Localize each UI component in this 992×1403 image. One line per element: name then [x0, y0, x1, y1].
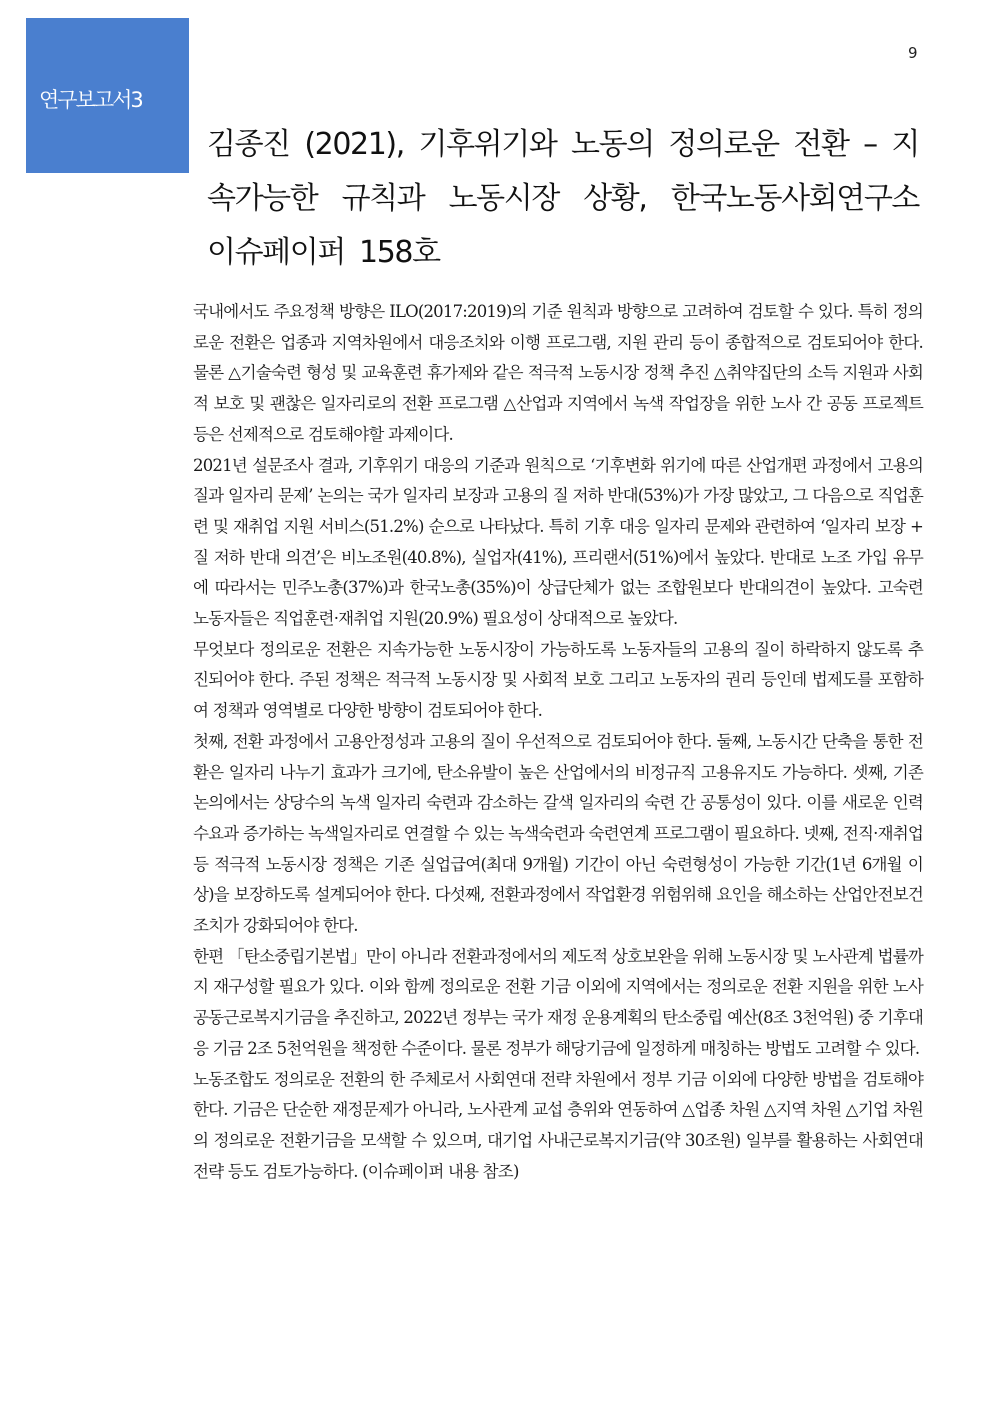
report-title: 김종진 (2021), 기후위기와 노동의 정의로운 전환 – 지속가능한 규칙과 노동시장 상황, 한국노동사회연구소 이슈페이퍼 158호 — [207, 127, 919, 270]
body-text — [193, 297, 923, 1187]
page-number: 9 — [908, 44, 918, 62]
section-tab-label: 연구보고서3 — [39, 88, 142, 112]
body-paragraph: 무엇보다 정의로운 전환은 지속가능한 노동시장이 가능하도록 노동자들의 고용의 질이 하락하지 않도록 추진되어야 한다. 주된 정책은 적극적 노동시장 및 사회적 보호 그리고 노동자의 권리 등인데 법제도를 포함하여 정책과 영역별로 다양한 방향이 검토되어야 한다. — [193, 639, 923, 721]
body-paragraph: 2021년 설문조사 결과, 기후위기 대응의 기준과 원칙으로 ‘기후변화 위기에 따른 산업개편 과정에서 고용의 질과 일자리 문제’ 논의는 국가 일자리 보장과 고용의 질 저하 반대(53%)가 가장 많았고, 그 다음으로 직업훈련 및 재취업 지원 서비스(51.2%) 순으로 나타났다. 특히 기후 대응 일자리 문제와 관련하여 ‘일자리 보장 + 질 저하 반대 의견’은 비노조원(40.8%), 실업자(41%), 프리랜서(51%)에서 높았다. 반대로 노조 가입 유무에 따라서는 민주노총(37%)과 한국노총(35%)이 상급단체가 없는 조합원보다 반대의견이 높았다. 고숙련 노동자들은 직업훈련·재취업 지원(20.9%) 필요성이 상대적으로 높았다. — [193, 455, 923, 629]
section-tab — [26, 18, 189, 173]
body-paragraph: 국내에서도 주요정책 방향은 ILO(2017:2019)의 기준 원칙과 방향으로 고려하여 검토할 수 있다. 특히 정의로운 전환은 업종과 지역차원에서 대응조치와 이행 프로그램, 지원 관리 등이 종합적으로 검토되어야 한다. 물론 △기술숙련 형성 및 교육훈련 휴가제와 같은 적극적 노동시장 정책 추진 △취약집단의 소득 지원과 사회적 보호 및 괜찮은 일자리로의 전환 프로그램 △산업과 지역에서 녹색 작업장을 위한 노사 간 공동 프로젝트 등은 선제적으로 검토해야할 과제이다. — [193, 302, 923, 444]
body-paragraph: 한편 「탄소중립기본법」만이 아니라 전환과정에서의 제도적 상호보완을 위해 노동시장 및 노사관계 법률까지 재구성할 필요가 있다. 이와 함께 정의로운 전환 기금 이외에 지역에서는 정의로운 전환 지원을 위한 노사공동근로복지기금을 추진하고, 2022년 정부는 국가 재정 운용계획의 탄소중립 예산(8조 3천억원) 중 기후대응 기금 2조 5천억원을 책정한 수준이다. 물론 정부가 해당기금에 일정하게 매칭하는 방법도 고려할 수 있다. — [193, 946, 923, 1058]
body-paragraph: 첫째, 전환 과정에서 고용안정성과 고용의 질이 우선적으로 검토되어야 한다. 둘째, 노동시간 단축을 통한 전환은 일자리 나누기 효과가 크기에, 탄소유발이 높은 산업에서의 비정규직 고용유지도 가능하다. 셋째, 기존 논의에서는 상당수의 녹색 일자리 숙련과 감소하는 갈색 일자리의 숙련 간 공통성이 있다. 이를 새로운 인력수요과 증가하는 녹색일자리로 연결할 수 있는 녹색숙련과 숙련연계 프로그램이 필요하다. 넷째, 전직·재취업 등 적극적 노동시장 정책은 기존 실업급여(최대 9개월) 기간이 아닌 숙련형성이 가능한 기간(1년 6개월 이상)을 보장하도록 설계되어야 한다. 다섯째, 전환과정에서 작업환경 위험위해 요인을 해소하는 산업안전보건 조치가 강화되어야 한다. — [193, 731, 923, 936]
body-paragraph: 노동조합도 정의로운 전환의 한 주체로서 사회연대 전략 차원에서 정부 기금 이외에 다양한 방법을 검토해야 한다. 기금은 단순한 재정문제가 아니라, 노사관계 교섭 층위와 연동하여 △업종 차원 △지역 차원 △기업 차원의 정의로운 전환기금을 모색할 수 있으며, 대기업 사내근로복지기금(약 30조원) 일부를 활용하는 사회연대 전략 등도 검토가능하다. (이슈페이퍼 내용 참조) — [193, 1069, 923, 1181]
